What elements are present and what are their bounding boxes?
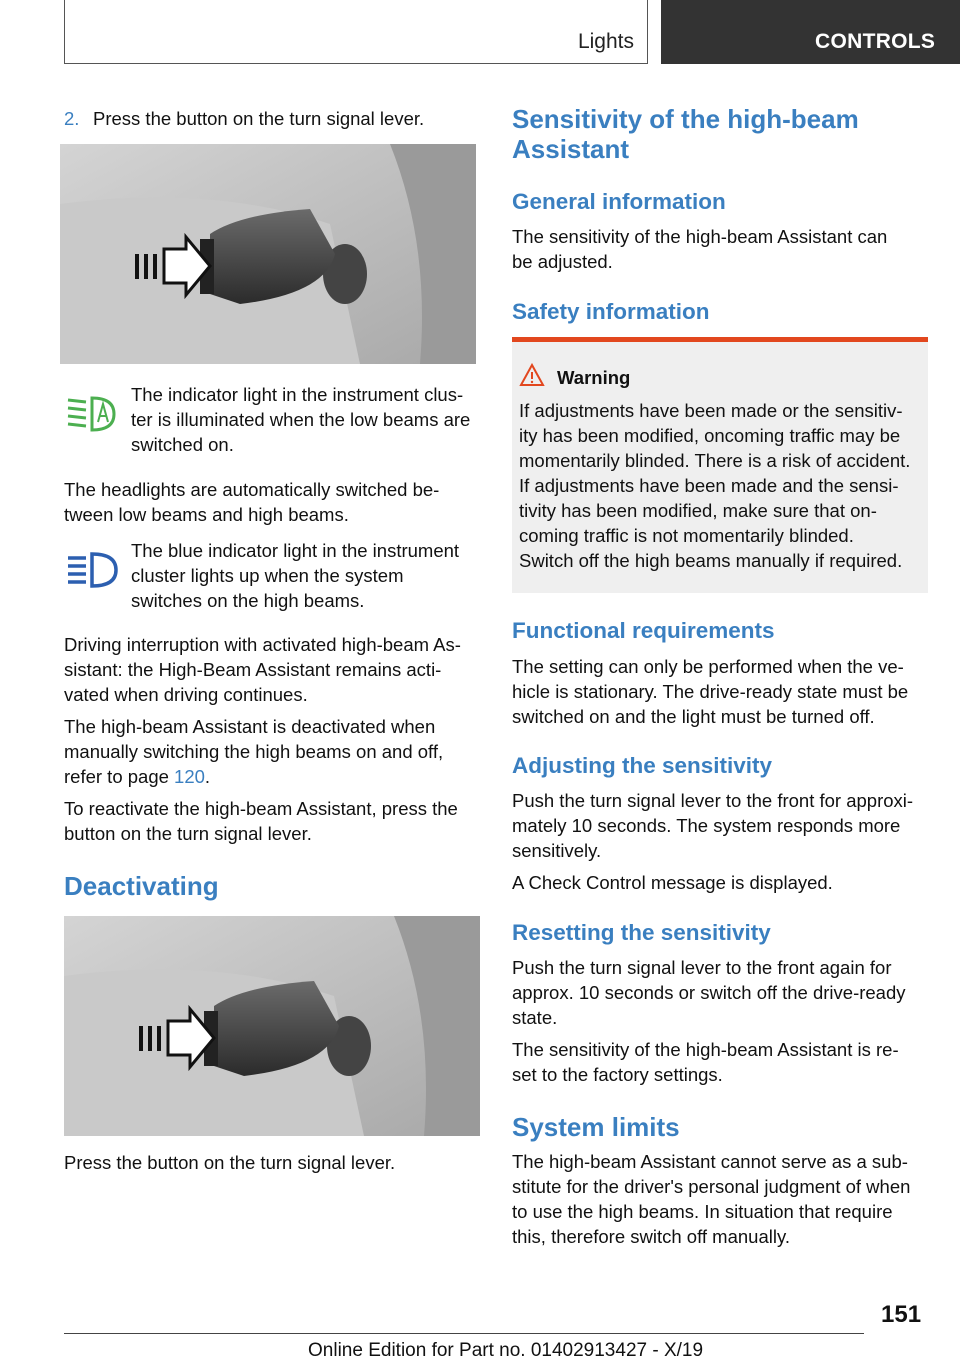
refer-prefix: refer to page [64,766,175,787]
low-beam-indicator-icon [66,394,118,439]
warning-line-5: tivity has been modified, make sure that on- [519,500,877,521]
auto-text-line-2: tween low beams and high beams. [64,504,349,525]
safety-heading: Safety information [512,299,710,324]
indicator-green-line-3: switched on. [131,434,234,455]
interruption-line-3: vated when driving continues. [64,684,308,705]
footer-divider [64,1333,864,1334]
limits-line-4: this, therefore switch off manually. [512,1226,790,1247]
general-heading: General information [512,189,726,214]
deactivating-caption: Press the button on the turn signal lever. [64,1152,396,1173]
warning-title: Warning [557,367,631,388]
high-beam-indicator-icon [66,551,118,596]
functional-heading: Functional requirements [512,618,775,643]
reset-result-line-1: The sensitivity of the high-beam Assistant is re- [512,1039,899,1060]
interruption-line-1: Driving interruption with activated high-beam As- [64,634,461,655]
limits-line-3: to use the high beams. In situation that require [512,1201,893,1222]
indicator-blue-line-2: cluster lights up when the system [131,565,404,586]
functional-line-2: hicle is stationary. The drive-ready state must be [512,681,909,702]
header-frame [64,0,648,64]
limits-heading: System limits [512,1112,680,1142]
interruption-line-2: sistant: the High-Beam Assistant remains acti- [64,659,442,680]
warning-line-4: If adjustments have been made and the sensi- [519,475,899,496]
reactivate-line-2: button on the turn signal lever. [64,823,312,844]
sensitivity-heading-1: Sensitivity of the high-beam [512,104,859,134]
indicator-blue-line-1: The blue indicator light in the instrument [131,540,460,561]
warning-line-2: ity has been modified, oncoming traffic may be [519,425,901,446]
reset-result-line-2: set to the factory settings. [512,1064,723,1085]
deactivated-line-2: manually switching the high beams on and off, [64,741,444,762]
header-chapter: CONTROLS [661,0,960,64]
page-number: 151 [881,1301,922,1328]
limits-line-1: The high-beam Assistant cannot serve as a sub- [512,1151,908,1172]
resetting-line-1: Push the turn signal lever to the front again for [512,957,892,978]
refer-line [64,764,210,789]
deactivated-line-1: The high-beam Assistant is deactivated when [64,716,436,737]
edition-footer: Online Edition for Part no. 01402913427 - X/19 [308,1340,704,1361]
warning-line-7: Switch off the high beams manually if required. [519,550,903,571]
general-line-1: The sensitivity of the high-beam Assistant can [512,226,888,247]
adjusting-line-2: mately 10 seconds. The system responds more [512,815,901,836]
reactivate-line-1: To reactivate the high-beam Assistant, press the [64,798,458,819]
turn-signal-lever-image [60,144,476,364]
deactivating-heading: Deactivating [64,871,219,901]
resetting-heading: Resetting the sensitivity [512,920,771,945]
adjusting-line-1: Push the turn signal lever to the front for approxi- [512,790,914,811]
adjusting-heading: Adjusting the sensitivity [512,753,773,778]
auto-text-line-1: The headlights are automatically switched be- [64,479,440,500]
warning-triangle-icon [519,363,545,392]
sensitivity-heading-2: Assistant [512,134,630,164]
refer-suffix: . [204,766,211,787]
limits-line-2: stitute for the driver's personal judgment of when [512,1176,911,1197]
check-control-text: A Check Control message is displayed. [512,872,833,893]
indicator-blue-line-3: switches on the high beams. [131,590,365,611]
warning-line-1: If adjustments have been made or the sensitiv- [519,400,903,421]
header-section: Lights [577,30,634,53]
resetting-line-3: state. [512,1007,558,1028]
warning-line-6: coming traffic is not momentarily blinded. [519,525,854,546]
warning-line-3: momentarily blinded. There is a risk of accident. [519,450,911,471]
adjusting-line-3: sensitively. [512,840,602,861]
turn-signal-lever-image-2 [64,916,480,1136]
step-number: 2. [64,108,80,129]
step-text: Press the button on the turn signal lever. [93,108,425,129]
page-link[interactable]: 120 [174,766,205,787]
resetting-line-2: approx. 10 seconds or switch off the drive-ready [512,982,906,1003]
functional-line-1: The setting can only be performed when the ve- [512,656,904,677]
indicator-green-line-2: ter is illuminated when the low beams are [131,409,471,430]
functional-line-3: switched on and the light must be turned off. [512,706,875,727]
general-line-2: be adjusted. [512,251,613,272]
indicator-green-line-1: The indicator light in the instrument clus- [131,384,464,405]
